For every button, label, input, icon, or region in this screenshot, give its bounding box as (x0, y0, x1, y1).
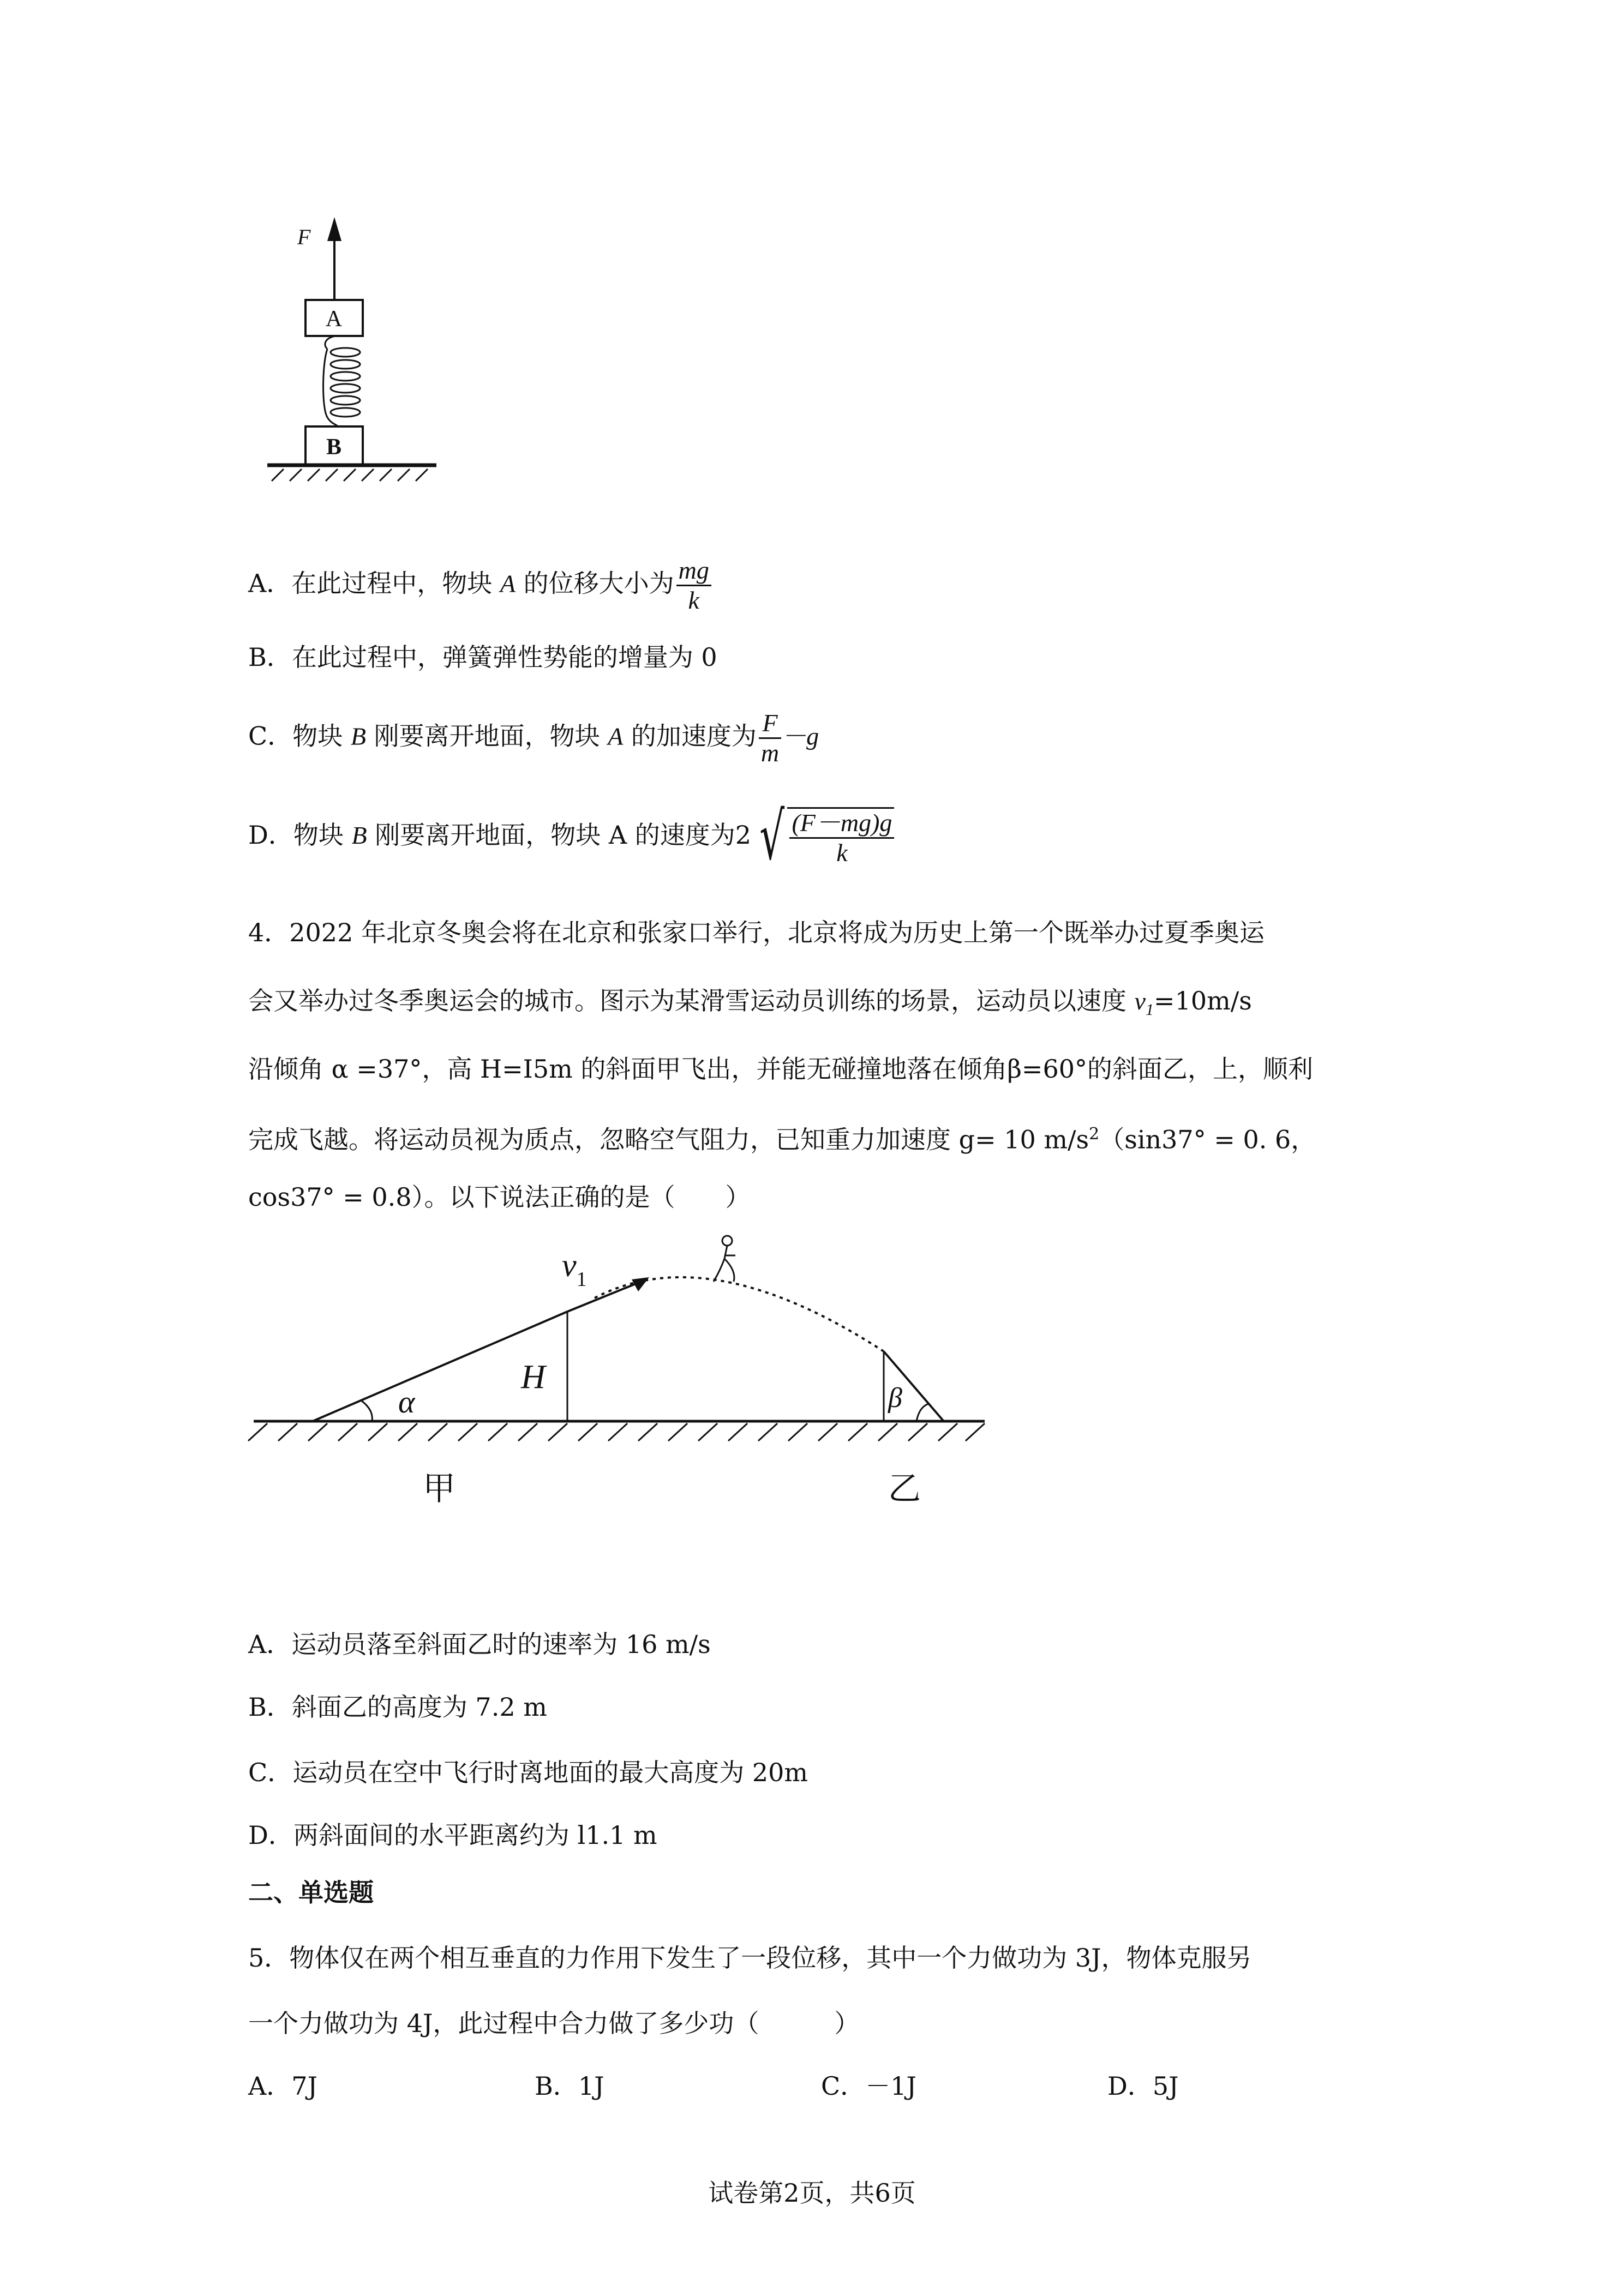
fraction: $\frac{mg}{k}$ (676, 556, 711, 615)
q5-option-a: A．7J (248, 2071, 317, 2101)
q4-option-d: D．两斜面间的水平距离约为 l1.1 m (248, 1820, 657, 1850)
spring-blocks-figure (240, 202, 436, 529)
force-label: F (297, 225, 311, 249)
alpha-label: α (398, 1384, 415, 1420)
slope-yi-label: 乙 (888, 1470, 921, 1508)
slope-jia-label: 甲 (423, 1470, 456, 1508)
radical-sign: √ (759, 799, 785, 875)
q5-line-2: 一个力做功为 4J，此过程中合力做了多少功（ ） (248, 2009, 860, 2038)
square-root: √ $\frac{(F-mg)g}{k}$ (751, 804, 894, 870)
q4-line-3: 沿倾角 α =37°，高 H=I5m 的斜面甲飞出，并能无碰撞地落在倾角β=60°的斜面乙，上，顺利 (248, 1054, 1314, 1084)
q4-line-5: cos37° = 0.8）。以下说法正确的是（ ） (248, 1182, 751, 1212)
v1-label: $v_1$ (562, 1247, 587, 1291)
ground-hatch (248, 1423, 985, 1441)
skier-icon (714, 1236, 735, 1282)
q4-line-4: 完成飞越。将运动员视为质点，忽略空气阻力，已知重力加速度 g= 10 $m/s^2(\sin 37^\circ = 0$. 6， (248, 1125, 1316, 1155)
q3-option-c: C．物块 B 刚要离开地面，物块 A 的加速度为 $\frac{F}{m}$ －g (248, 709, 819, 767)
section-title: 二、单选题 (248, 1878, 374, 1907)
q3-option-a: A．在此过程中，物块 A 的位移大小为 $\frac{mg}{k}$ (248, 556, 711, 615)
block-b-label: B (326, 435, 342, 460)
q4-line-1: 4．2022 年北京冬奥会将在北京和张家口举行，北京将成为历史上第一个既举办过夏季奥运 (248, 918, 1265, 947)
q4-option-c: C．运动员在空中飞行时离地面的最大高度为 20m (248, 1758, 808, 1787)
ski-jump-figure (240, 1227, 1004, 1609)
q3-option-b: B．在此过程中，弹簧弹性势能的增量为 0 (248, 642, 717, 672)
fraction: $\frac{F}{m}$ (759, 709, 781, 767)
q5-line-1: 5．物体仅在两个相互垂直的力作用下发生了一段位移，其中一个力做功为 3J，物体克服另 (248, 1943, 1252, 1973)
q5-option-d: D．5J (1107, 2071, 1179, 2101)
spring (323, 336, 361, 426)
ground-hatch (272, 469, 428, 481)
beta-label: β (888, 1383, 902, 1414)
force-arrowhead (327, 217, 341, 241)
q3-option-d: D．物块 B 刚要离开地面，物块 A 的速度为2 √ $\frac{(F-mg)g}{k}$ (248, 804, 894, 870)
q4-line-2: 会又举办过冬季奥运会的城市。图示为某滑雪运动员训练的场景，运动员以速度 $v_1=10m/s$ (248, 986, 1252, 1019)
block-a-label: A (325, 306, 343, 332)
page-footer: 试卷第2页，共6页 (708, 2178, 916, 2208)
alpha-arc (361, 1401, 372, 1421)
h-label: H (521, 1359, 546, 1396)
beta-arc (916, 1404, 928, 1421)
q4-option-a: A．运动员落至斜面乙时的速率为 16 m/s (248, 1630, 711, 1659)
q5-option-c: C．－1J (821, 2071, 916, 2101)
q4-option-b: B．斜面乙的高度为 7.2 m (248, 1692, 547, 1722)
q5-option-b: B．1J (535, 2071, 604, 2101)
